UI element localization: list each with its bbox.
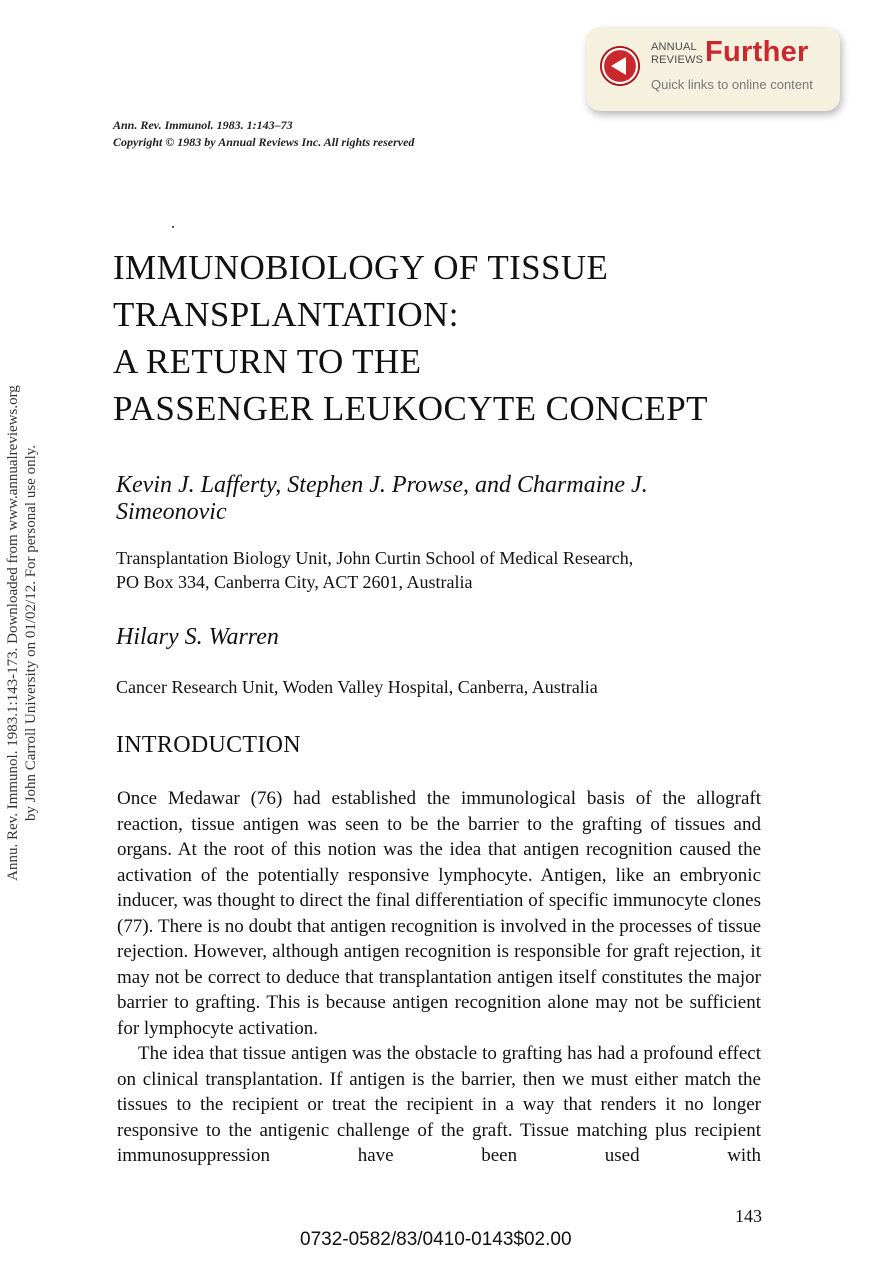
title-line-3: A RETURN TO THE	[113, 342, 422, 381]
citation-line: Ann. Rev. Immunol. 1983. 1:143–73	[113, 118, 293, 132]
download-watermark	[0, 0, 50, 920]
watermark-line-2: by John Carroll University on 01/02/12. For personal use only.	[23, 444, 39, 822]
affiliation-2: Cancer Research Unit, Woden Valley Hospital, Canberra, Australia	[116, 677, 598, 697]
title-line-1: IMMUNOBIOLOGY OF TISSUE	[113, 248, 609, 287]
play-back-icon	[600, 46, 640, 86]
title-line-4: PASSENGER LEUKOCYTE CONCEPT	[113, 389, 708, 428]
page-number: 143	[735, 1206, 762, 1226]
annual-reviews-logo-text: ANNUAL REVIEWS	[651, 41, 704, 66]
watermark-line-1: Annu. Rev. Immunol. 1983.1:143-173. Downloaded from www.annualreviews.org	[5, 385, 21, 881]
affiliation-1-line-2: PO Box 334, Canberra City, ACT 2601, Australia	[116, 572, 473, 592]
body-text	[117, 786, 761, 1169]
copyright-line: Copyright © 1983 by Annual Reviews Inc. All rights reserved	[113, 135, 415, 149]
affiliation-1	[116, 546, 633, 594]
authors-line-1: Kevin J. Lafferty, Stephen J. Prowse, and Charmaine J.	[116, 472, 648, 498]
author-group-1	[116, 472, 648, 526]
article-code: 0732-0582/83/0410-0143$02.00	[300, 1229, 572, 1250]
journal-citation	[113, 117, 414, 151]
author-group-2: Hilary S. Warren	[116, 624, 279, 650]
annual-reviews-further-badge[interactable]	[586, 27, 840, 111]
further-label: Further	[705, 36, 809, 68]
paragraph-2: The idea that tissue antigen was the obstacle to grafting has had a profound effect on clinical transplantation. If antigen is the barrier, then we must either match the tissues to the recipient or treat the recipient in a way that renders it no longer responsive to the antigenic challenge of the graft. Tissue matching plus recipient immunosuppression have been used with	[117, 1043, 761, 1166]
affiliation-1-line-1: Transplantation Biology Unit, John Curtin School of Medical Research,	[116, 548, 634, 568]
paragraph-1: Once Medawar (76) had established the immunological basis of the allograft reaction, tissue antigen was seen to be the barrier to the grafting of tissues and organs. At the root of this notion was the idea that antigen recognition caused the activation of the potentially responsive lymphocyte. Antigen, like an embryonic inducer, was thought to direct the final differentiation of specific immunocyte clones (77). There is no doubt that antigen recognition is involved in the processes of tissue rejection. However, although antigen recognition is responsible for graft rejection, it may not be correct to deduce that transplantation antigen itself constitutes the major barrier to grafting. This is because antigen recognition alone may not be sufficient for lymphocyte activation.	[117, 788, 761, 1039]
title-line-2: TRANSPLANTATION:	[113, 295, 459, 334]
section-heading: INTRODUCTION	[116, 732, 301, 758]
authors-line-2: Simeonovic	[116, 499, 227, 525]
quick-links-text: Quick links to online content	[651, 77, 813, 92]
stray-mark	[172, 226, 174, 228]
article-title	[113, 244, 708, 432]
